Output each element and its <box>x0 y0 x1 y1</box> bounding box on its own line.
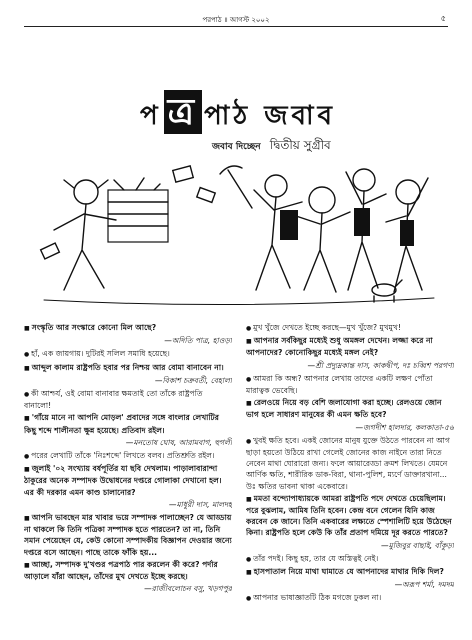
letter-signature: —মুজিবুর বাছাই, বাঁকুড়া <box>381 540 454 550</box>
running-title: পরপাঠ ॥ আগস্ট ২০০২ <box>202 16 270 24</box>
letter-question: ■ রেলওয়ে নিয়ে বড় বেশি জলাযোগা করা হচ্ছে। রেলওয়ে জোন ভাগ হলে সাধারণ মানুষের কী এমন ক্ষতি হবে? <box>246 397 454 420</box>
letter-question: ■ সংস্কৃতি আর সংস্কারে কোনো মিল আছে? <box>24 322 232 334</box>
byline-label: জবাব দিচ্ছেন <box>212 142 261 152</box>
letter-question: ■ আচ্ছা, সম্পাদক দু'খণ্ডর পত্রপাঠ পার করলেন কী করে? পর্দার আড়ালে যাঁরা আছেন, তাঁদের মুখ দেখতে ইচ্ছে করছে। <box>24 559 232 582</box>
editor-answer: ● তাঁর পদই। কিছু হয়, তার যে অস্তিত্বই নেই। <box>246 553 454 565</box>
crowd-cartoon-illustration <box>24 150 448 312</box>
editor-answer: ● মুখ খুঁজে দেখতে ইচ্ছে করছে—মুখ খুঁজে? মুখমুখ! <box>246 322 454 334</box>
letter-question: ■ জুলাই '০২ সংখ্যায় বর্ষপূর্তির যা ছবি দেখলাম। পাড়ালাবারান্দা ঠাকুরের অনেক সম্পাদক উদ্বোধনের দপ্তরে গোলাকা দেখানো হল। এর কী দরকার এমন কাণ্ড চালানোর? <box>24 463 232 498</box>
left-column <box>24 322 232 622</box>
letter-signature: —বিকাশ চক্রবর্তী, বেহালা <box>154 375 232 385</box>
title-part-2: পাঠ জবাব <box>204 101 336 131</box>
letter-question: ■ আপনি ভাবছেন মার খাবার ভয়ে সম্পাদক পালাচ্ছেন? যে আড্ডায় না থাকলে কি তিনি পত্রিকা সম্পাদক হতে পারতেন? তা না, তিনি সমান পেয়েছেন যে, কেউ কোনো সম্পাদকীয় বিজ্ঞাপন দেওয়ার জন্যে দপ্তরে বসে আছেন। পাছে তাকে ফাঁকি হয়... <box>24 512 232 558</box>
letter-signature: —অদিতি পাত্র, হাওড়া <box>164 336 232 346</box>
letter-question: ■ আপনার সর্বকিছুর মধ্যেই শুধু অমঙ্গল দেখেন। লজ্জা করে না আপনাদের? কোনোকিছুর মধ্যেই মঙ্গল নেই? <box>246 335 454 358</box>
editor-answer: ● কী আশ্চর্য, ওই বোমা বানাবার ক্ষমতাই তো তাঁকে রাষ্ট্রপতি বানালো! <box>24 388 232 411</box>
editor-answer: ● খুবই ক্ষতি হবে। একই জোনের মানুষ যুক্তে উঠতে পারবেন না আগ ছাড়া হয়তো উঠিয়ে রাখা গেলেই জোনের কাজ নাইনে তারা নিতে নেবেন মাথা ঘোরারো জন্য। ফলে আয়ারেড্ডা ক্রমশ লিখতে। যেমনে আর্ণিক ক্ষতি, শারীরিক ডাক-বিরা, থানা-পুলিশ, ম্যর্ণে ডাক্তারখানা... উঃ ক্ষতির ভাবনা থাকা একেবারে। <box>246 435 454 492</box>
letter-signature: —জগদীশ হালদার, কলকাতা-৫৬ <box>355 422 454 432</box>
letter-question: ■ 'গাঁয়ে মানে না আপনি মোড়ল' প্রবাদের সঙ্গে বাংলার লেখাটির কিছু শব্দে শালীনতা ক্ষুন্ন হয়েছে। প্রতিবাদ রইল। <box>24 412 232 435</box>
editor-answer: ● হাঁ, এক জায়গায়। দুটিরই সলিল সমাধি হয়েছে। <box>24 348 232 360</box>
letter-signature: —মনতোষ ঘোষ, আরামবাগ, হুগলী <box>125 437 232 447</box>
byline-name: দ্বিতীয় সুগ্রীব <box>269 138 331 152</box>
letter-signature: —শ্রী প্রদ্যুম্নকান্ত দাস, কাকদ্বীপ, দঃ চব্বিশ পরগণা <box>307 360 454 370</box>
title-part-1: প <box>140 101 162 131</box>
column-title <box>140 90 336 139</box>
letters-columns <box>24 322 454 622</box>
editor-answer: ● আমরা কি অন্ধ? আপনার লেখায় তাদের একটি লক্ষণ পোঁতা মারাত্বক ভেবেছি। <box>246 373 454 396</box>
letter-question: ■ আব্দুল কালাম রাষ্ট্রপতি হবার পর নিশ্চয় আর বোমা বানাবেন না। <box>24 362 232 374</box>
letter-signature: —রাজীবলোচন বসু, খড়গপুর <box>144 584 232 594</box>
letter-signature: —মাধুরী দাস, মালদহ <box>168 499 232 509</box>
editor-answer: ● আপনার ভাষাজ্ঞাতটি ঠিক মগজে ঢুকল না। <box>246 592 454 604</box>
right-column <box>246 322 454 622</box>
title-big-letter: ত্র <box>164 90 202 134</box>
letter-signature: —অরূপ শর্মা, দমদম <box>394 580 454 590</box>
letter-question: ■ হাসপাতাল নিয়ে মাথা ঘামাতে যে আপনাদের মাথার দিকি দিল? <box>246 566 454 578</box>
page-number: ৫ <box>440 14 446 23</box>
page-header <box>24 12 448 27</box>
letter-question: ■ মমতা বন্দ্যোপাধ্যায়কে আমরা রাষ্ট্রপতি পদে দেখতে চেয়েছিলাম। পরে বুঝলাম, আমিষ তিনি হবেন। কেন্দ্র বনে গেলেন যিনি কাজ করবেন কে জানে। তিনি একবারের লক্ষ্যতে স্পেশালিটি হয়ে উঠেছেন কিনা। রাষ্ট্রপতি হলে কেউ কি তাঁর প্রতাপ দমিয়ে দূর করতে পারতে? <box>246 493 454 539</box>
editor-answer: ● পরের লেখাটি তাঁকে 'নিঃশব্দে' লিখতে বলব। প্রতিশ্রুতি রইল। <box>24 450 232 462</box>
